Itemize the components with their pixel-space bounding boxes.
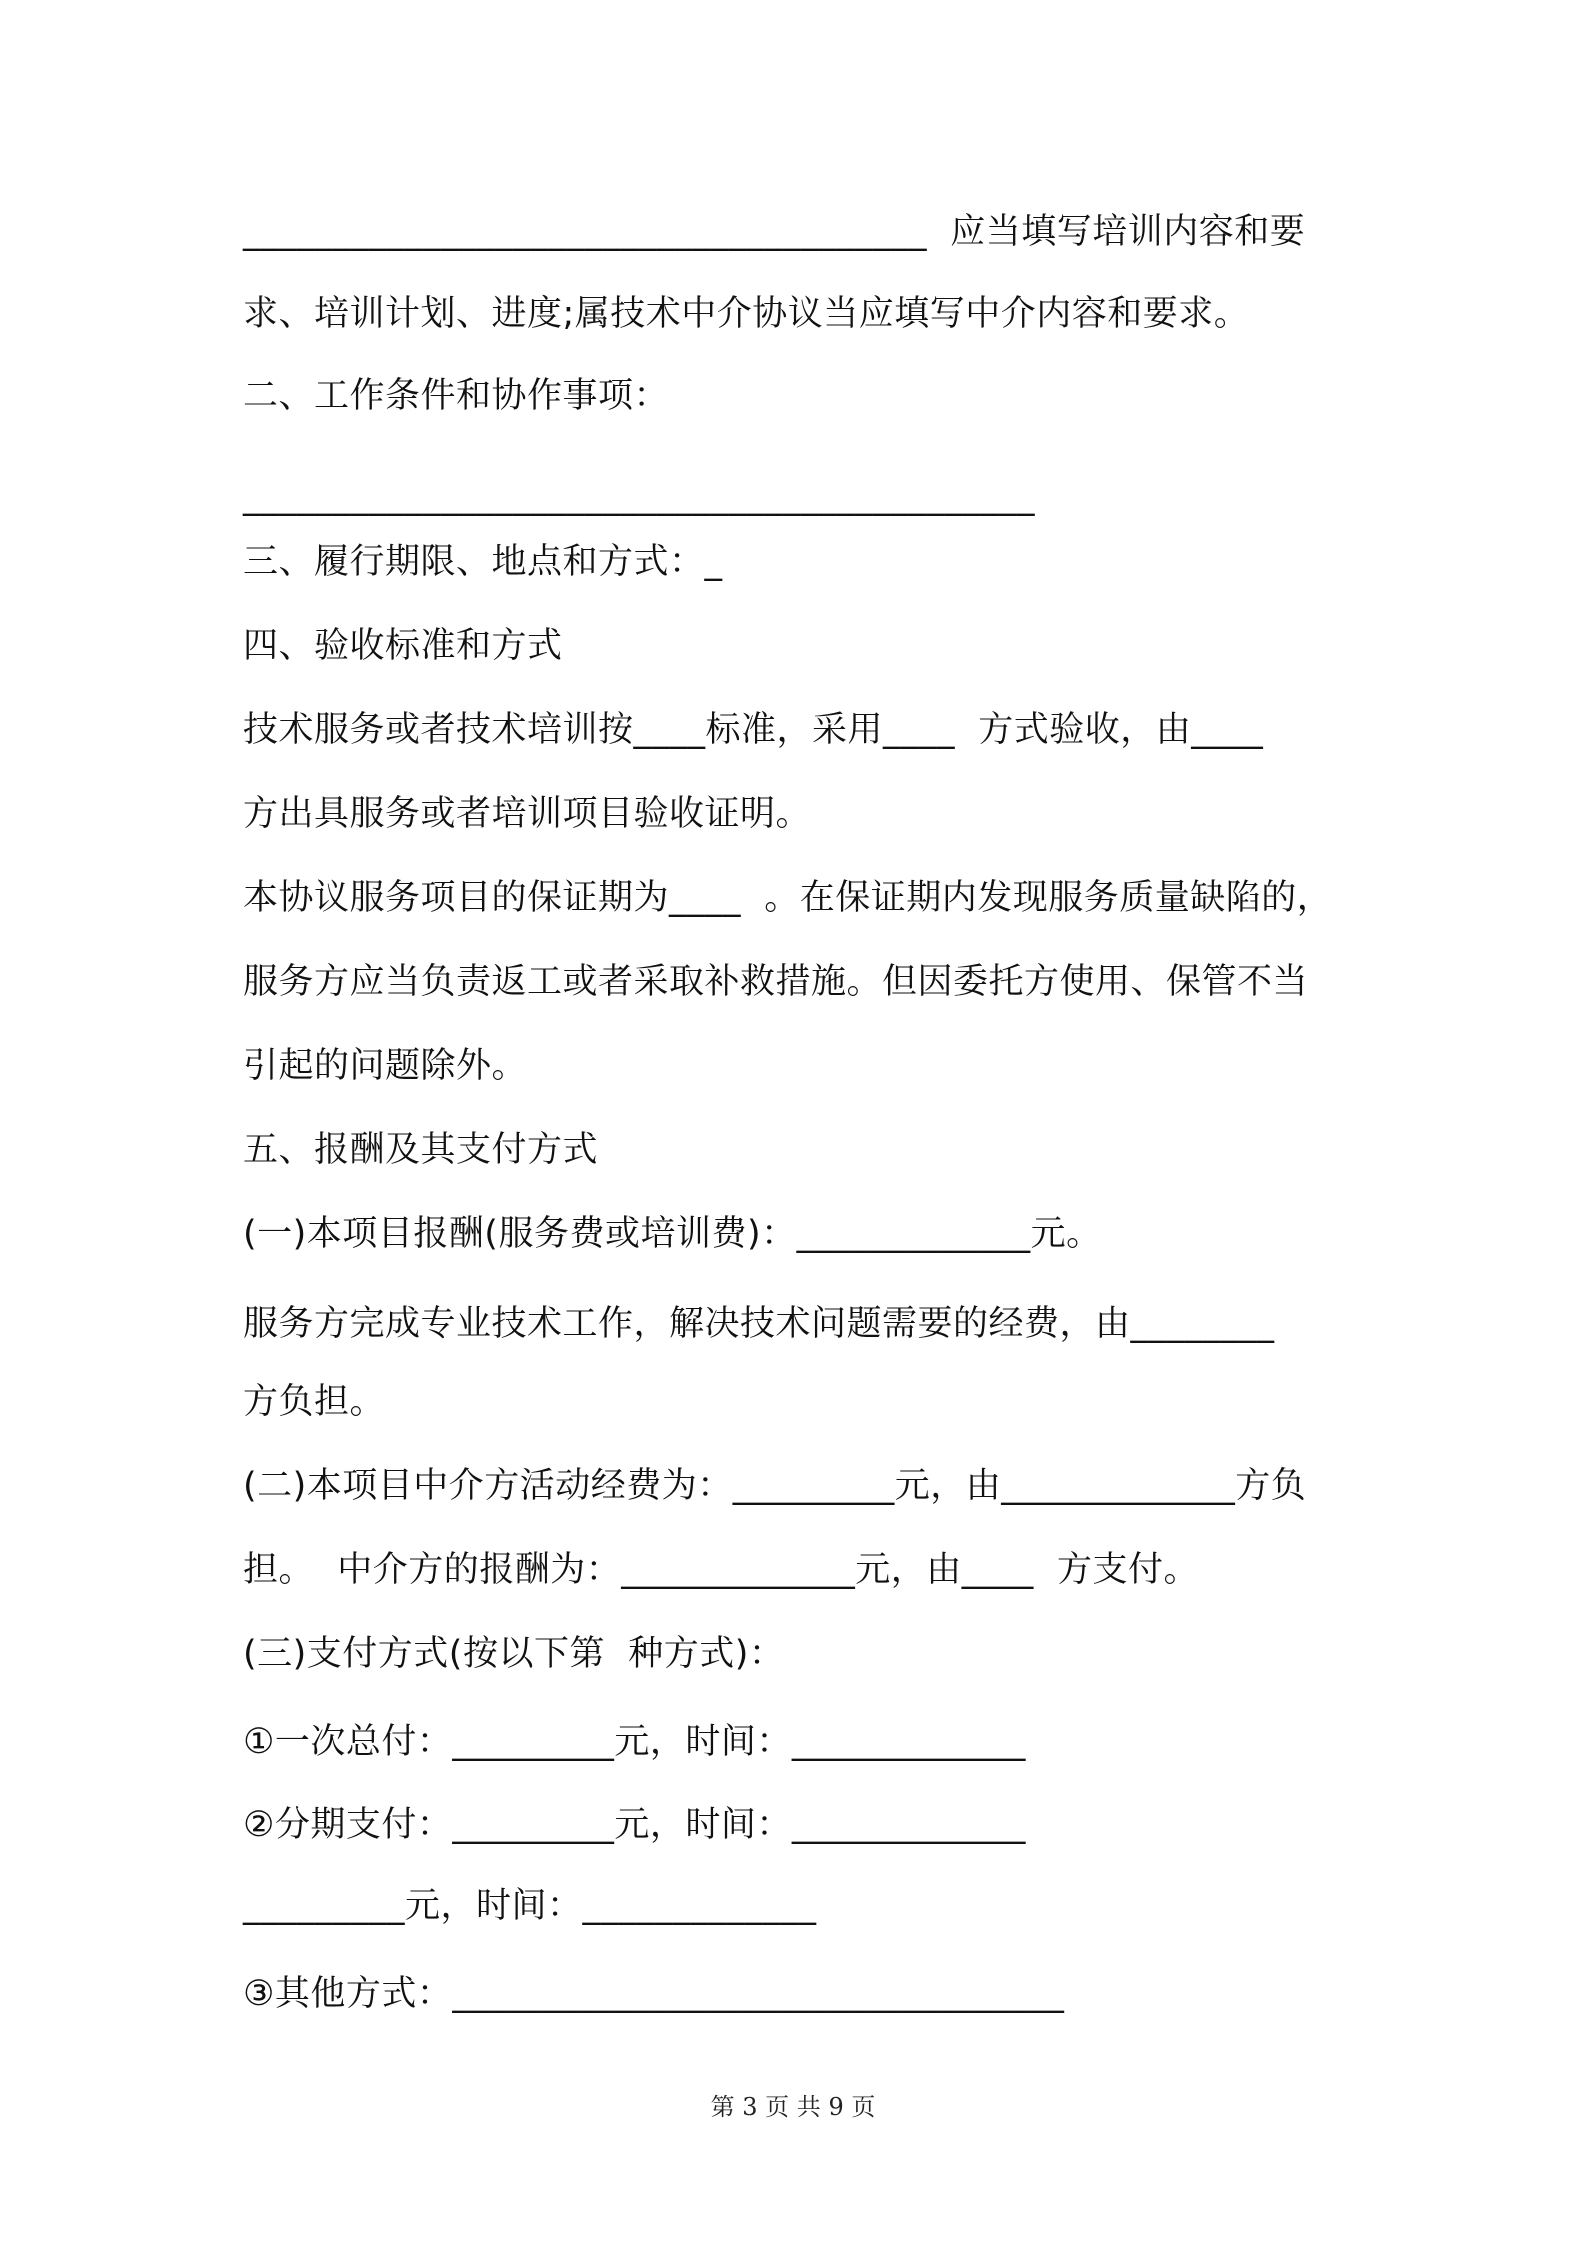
text-line: 求、培训计划、进度;属技术中介协议当应填写中介内容和要求。 (243, 294, 1250, 334)
text-line: 服务方完成专业技术工作，解决技术问题需要的经费，由________ (243, 1304, 1275, 1344)
text-line: 担。 中介方的报酬为：_____________元，由____ 方支付。 (243, 1550, 1200, 1590)
text-line: ②分期支付：_________元，时间：_____________ (243, 1805, 1026, 1845)
text-line: (一)本项目报酬(服务费或培训费)：_____________元。 (243, 1214, 1102, 1254)
section-heading: 四、验收标准和方式 (243, 626, 563, 666)
page-number: 第 3 页 共 9 页 (710, 2093, 876, 2121)
text-line: 技术服务或者技术培训按____标准，采用____ 方式验收，由____ (243, 710, 1264, 750)
text-line: _________元，时间：_____________ (243, 1886, 817, 1926)
text-line: 服务方应当负责返工或者采取补救措施。但因委托方使用、保管不当 (243, 962, 1309, 1002)
blank-line: ____________________________________________ (243, 477, 1035, 517)
text-line: ③其他方式：__________________________________ (243, 1974, 1065, 2014)
text-line: 方出具服务或者培训项目验收证明。 (243, 794, 812, 834)
text-line: ______________________________________ 应当填写培训内容和要 (243, 212, 1306, 252)
text-line: (二)本项目中介方活动经费为：_________元，由_____________方负 (243, 1466, 1307, 1506)
section-heading: 五、报酬及其支付方式 (243, 1130, 599, 1170)
text-line: 本协议服务项目的保证期为____ 。在保证期内发现服务质量缺陷的， (243, 878, 1333, 918)
text-line: 方负担。 (243, 1382, 386, 1422)
text-line: (三)支付方式(按以下第 种方式)： (243, 1634, 785, 1674)
section-heading: 二、工作条件和协作事项： (243, 376, 670, 416)
section-heading: 三、履行期限、地点和方式：_ (243, 542, 723, 582)
text-line: 引起的问题除外。 (243, 1046, 528, 1086)
text-line: ①一次总付：_________元，时间：_____________ (243, 1722, 1026, 1762)
